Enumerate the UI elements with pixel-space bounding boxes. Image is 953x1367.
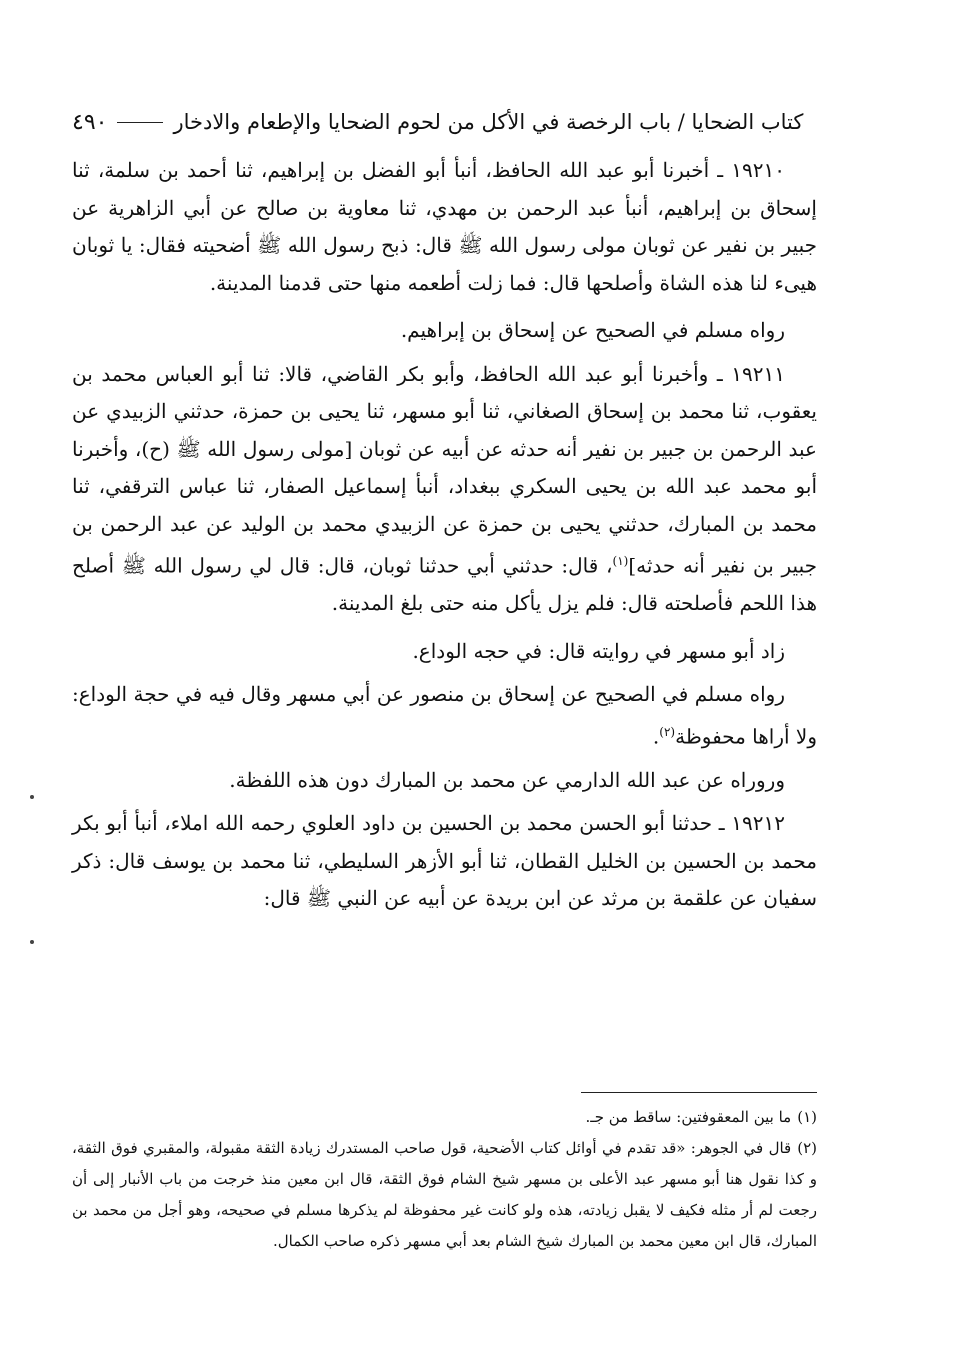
paragraph-text: وروراه عن عبد الله الدارمي عن محمد بن المبارك دون هذه اللفظة. (229, 767, 785, 792)
footnote-number: (١) (797, 1108, 817, 1126)
margin-dot (30, 795, 34, 799)
paragraph-text: رواه مسلم في الصحيح عن إسحاق بن إبراهيم. (400, 318, 785, 342)
header-rule (117, 122, 163, 123)
main-text (72, 152, 817, 928)
footnote-number: (٢) (797, 1139, 817, 1157)
footnote-marker-1[interactable]: (١) (612, 554, 629, 568)
narration-note (72, 762, 817, 800)
sentence-end: . (652, 724, 660, 749)
paragraph-text: ١٩٢١٢ ـ حدثنا أبو الحسن محمد بن الحسين بن داود العلوي رحمه الله املاء، أنبأ أبو بكر محمد بن الحسين بن الخليل القطان، ثنا أبو الأزهر السليطي، ثنا محمد بن يوسف قال: ذكر سفيان عن علقمة بن مرثد عن ابن بريدة عن أبيه عن النبي ﷺ قال: (72, 811, 817, 911)
paragraph-text: ١٩٢١٠ ـ أخبرنا أبو عبد الله الحافظ، أنبأ أبو الفضل بن إبراهيم، ثنا أحمد بن سلمة، ثنا إسحاق بن إبراهيم، أنبأ عبد الرحمن بن مهدي، ثنا معاوية بن صالح عن أبي الزاهرية عن جبير بن نفير عن ثوبان مولى رسول الله ﷺ قال: ذبح رسول الله ﷺ أضحيته فقال: يا ثوبان هيىء لنا هذه الشاة وأصلحها قال: فما زلت أطعمه منها حتى قدمنا المدينة. (72, 158, 817, 295)
footnote-marker-2[interactable]: (٢) (659, 724, 676, 739)
footnotes (72, 1102, 817, 1257)
footnote-2 (72, 1133, 817, 1257)
footnote-1 (72, 1102, 817, 1133)
margin-dot (30, 940, 34, 944)
paragraph-text: ، قال: حدثني أبي حدثنا ثوبان، قال: قال لي رسول الله ﷺ أصلح هذا اللحم فأصلحته قال: فلم يزل يأكل منه حتى بلغ المدينة. (72, 553, 817, 616)
running-header (72, 102, 817, 142)
hadith-19212 (72, 805, 817, 918)
narration-note (72, 312, 817, 350)
addition-note (72, 633, 817, 671)
running-title: كتاب الضحايا / باب الرخصة في الأكل من لحوم الضحايا والإطعام والادخار (173, 110, 804, 134)
footnote-text: قال في الجوهر: «قد تقدم في أوائل كتاب الأضحية، قول صاحب المستدرك زيادة الثقة مقبولة، والمقبري فوق الثقة، و كذا نقول هنا أبو مسهر عبد الأعلى بن مسهر شيخ الشام فوق الثقة، قال ابن معين منذ خرجت من باب الأنبار إلى أن رجعت لم أر مثله فكيف لا يقبل زيادته، هذه ولو كانت غير محفوظة لم يذكرها مسلم في صحيحه، وهو أجل من محمد بن المبارك، قال ابن معين محمد بن المبارك شيخ الشام بعد أبي مسهر ذكره صاحب الكمال. (72, 1139, 817, 1250)
footnote-separator (581, 1092, 817, 1093)
footnote-text: ما بين المعقوفتين: ساقط من جـ. (585, 1108, 792, 1126)
page-number: ٤٩٠ (72, 109, 108, 135)
paragraph-text: زاد أبو مسهر في روايته قال: في حجه الوداع. (412, 638, 785, 663)
hadith-19211 (72, 356, 817, 623)
paragraph-text: ١٩٢١١ ـ وأخبرنا أبو عبد الله الحافظ، وأبو بكر القاضي، قالا: ثنا أبو العباس محمد بن يعقوب، ثنا محمد بن إسحاق الصغاني، ثنا أبو مسهر، ثنا يحيى بن حمزة، حدثني الزبيدي عن عبد الرحمن بن جبير بن نفير أنه حدثه عن أبيه عن ثوبان [مولى رسول الله ﷺ (ح)، وأخبرنا أبو محمد عبد الله بن يحيى السكري ببغداد، أنبأ إسماعيل الصفار، ثنا عباس الترقفي، ثنا محمد بن المبارك، حدثني يحيى بن حمزة عن الزبيدي محمد بن الوليد عن عبد الرحمن بن جبير بن نفير أنه حدثه] (72, 361, 817, 578)
narration-note (72, 676, 817, 756)
hadith-19210 (72, 152, 817, 302)
paragraph-text: رواه مسلم في الصحيح عن إسحاق بن منصور عن أبي مسهر وقال فيه في حجة الوداع: ولا أراها محفوظة (72, 682, 817, 749)
